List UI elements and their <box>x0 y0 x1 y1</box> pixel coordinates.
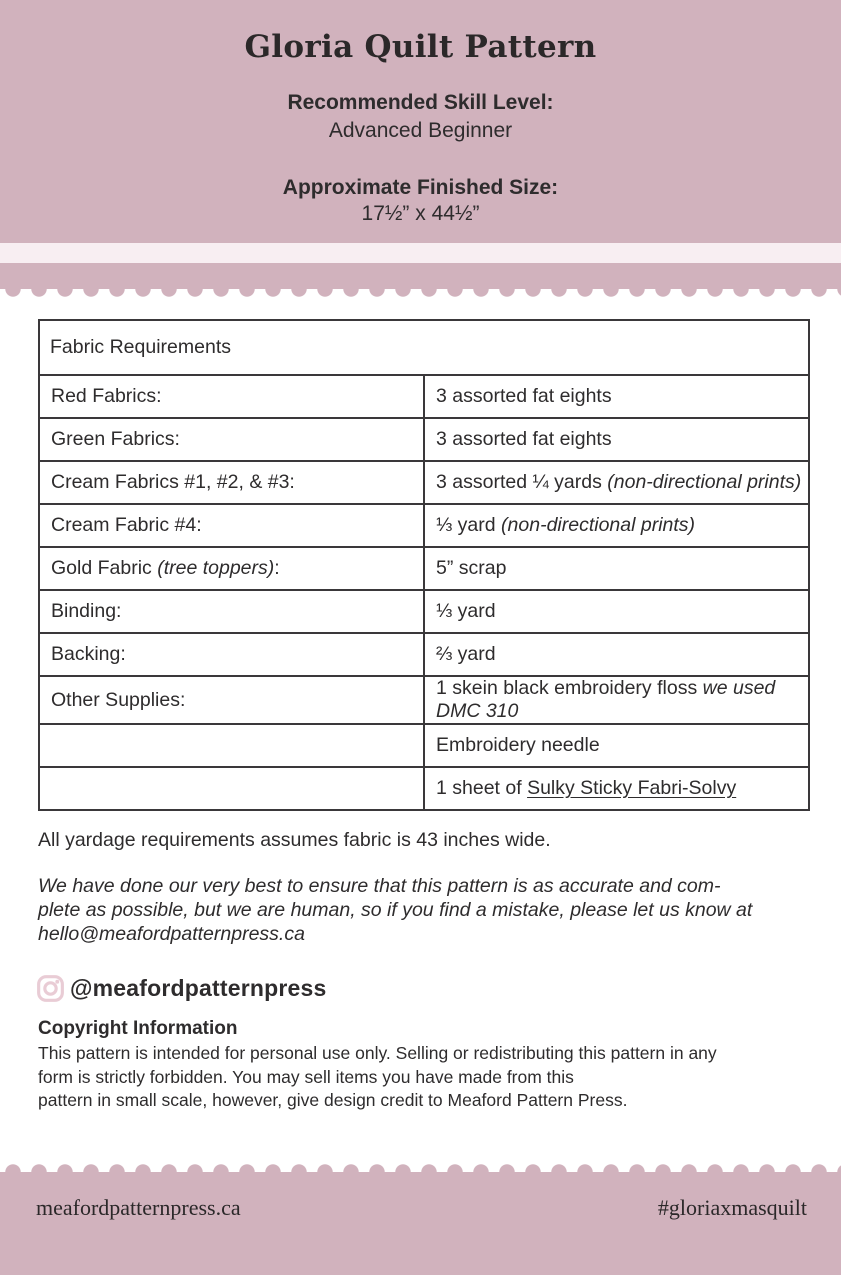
cell-text: 1 skein black embroidery floss <box>436 677 703 699</box>
instagram-handle[interactable]: @meafordpatternpress <box>70 974 327 1001</box>
table-row <box>39 375 809 418</box>
footer-hashtag: #gloriaxmasquilt <box>657 1195 807 1220</box>
fabric-label-cell <box>39 375 424 418</box>
skill-level-label: Recommended Skill Level: <box>287 91 554 114</box>
cell-text: ⅓ yard <box>436 600 496 622</box>
table-row <box>39 590 809 633</box>
footer <box>0 1163 841 1275</box>
table-title: Fabric Requirements <box>39 320 809 375</box>
scallop-edge-bottom <box>0 1163 841 1172</box>
fabri-solvy-link[interactable]: Sulky Sticky Fabri-Solvy <box>527 777 737 799</box>
cell-text: 3 assorted ¼ yards <box>436 471 608 493</box>
cell-text: 1 sheet of <box>436 777 528 799</box>
table-row <box>39 676 809 724</box>
cell-text: ⅔ yard <box>436 643 496 665</box>
cell-text: Cream Fabrics #1, #2, & #3: <box>51 471 295 493</box>
disclaimer-line: plete as possible, but we are human, so if you find a mistake, please let us know at <box>38 899 753 921</box>
instagram-row[interactable] <box>36 973 841 1003</box>
table-row <box>39 633 809 676</box>
cell-text-italic: (tree toppers) <box>157 557 275 579</box>
cell-text: Cream Fabric #4: <box>51 514 202 536</box>
cell-text-italic: we used DMC 310 <box>436 677 776 722</box>
fabric-label-cell <box>39 676 424 724</box>
cell-text: Gold Fabric <box>51 557 158 579</box>
fabric-label-cell <box>39 633 424 676</box>
disclaimer-line: hello@meafordpatternpress.ca <box>38 923 305 945</box>
copyright-line: This pattern is intended for personal use only. Selling or redistributing this pattern in any <box>38 1043 717 1063</box>
fabric-value-cell <box>424 724 809 767</box>
finished-size-label: Approximate Finished Size: <box>282 176 559 199</box>
cell-text: ⅓ yard <box>436 514 502 536</box>
disclaimer-line: We have done our very best to ensure that this pattern is as accurate and com- <box>38 875 721 897</box>
scallop-edge-top <box>0 289 841 298</box>
table-row <box>39 767 809 810</box>
table-row <box>39 461 809 504</box>
instagram-icon <box>36 974 65 1003</box>
disclaimer-paragraph <box>38 874 803 946</box>
fabric-value-cell <box>424 504 809 547</box>
copyright-line: pattern in small scale, however, give design credit to Meaford Pattern Press. <box>38 1090 628 1110</box>
copyright-heading: Copyright Information <box>38 1018 238 1039</box>
fabric-label-cell <box>39 724 424 767</box>
table-row <box>39 724 809 767</box>
fabric-value-cell <box>424 767 809 810</box>
copyright-paragraph <box>38 1042 811 1113</box>
fabric-value-cell <box>424 633 809 676</box>
footer-band <box>0 1172 841 1275</box>
cell-text: 3 assorted fat eights <box>436 428 612 450</box>
table-row <box>39 418 809 461</box>
cell-text-italic: (non-directional prints) <box>501 514 696 536</box>
fabric-requirements-table <box>38 319 810 811</box>
header <box>0 0 841 243</box>
cell-text: 3 assorted fat eights <box>436 385 612 407</box>
fabric-value-cell <box>424 375 809 418</box>
fabric-label-cell <box>39 590 424 633</box>
fabric-value-cell <box>424 590 809 633</box>
cell-text: Binding: <box>51 600 122 622</box>
pink-divider-band <box>0 263 841 289</box>
fabric-label-cell <box>39 504 424 547</box>
fabric-value-cell <box>424 461 809 504</box>
cell-text: Embroidery needle <box>436 734 600 756</box>
cell-text: : <box>274 557 280 579</box>
table-header-row <box>39 320 809 375</box>
fabric-value-cell <box>424 676 809 724</box>
cell-text: Green Fabrics: <box>51 428 180 450</box>
page-title: Gloria Quilt Pattern <box>244 29 597 65</box>
fabric-label-cell <box>39 767 424 810</box>
cell-text: 5” scrap <box>436 557 507 579</box>
table-row <box>39 547 809 590</box>
fabric-label-cell <box>39 547 424 590</box>
copyright-line: form is strictly forbidden. You may sell items you have made from this <box>38 1066 574 1087</box>
fabric-value-cell <box>424 547 809 590</box>
cell-text: Other Supplies: <box>51 688 186 711</box>
fabric-label-cell <box>39 461 424 504</box>
cell-text-italic: (non-directional prints) <box>607 471 802 493</box>
skill-level-value: Advanced Beginner <box>328 119 513 142</box>
fabric-value-cell <box>424 418 809 461</box>
table-row <box>39 504 809 547</box>
cell-text: Red Fabrics: <box>51 385 162 407</box>
footer-website: meafordpatternpress.ca <box>36 1195 241 1220</box>
cell-text: Backing: <box>51 643 126 665</box>
finished-size-value: 17½” x 44½” <box>361 202 480 225</box>
yardage-note: All yardage requirements assumes fabric is 43 inches wide. <box>38 829 551 851</box>
fabric-label-cell <box>39 418 424 461</box>
light-divider-band <box>0 243 841 263</box>
